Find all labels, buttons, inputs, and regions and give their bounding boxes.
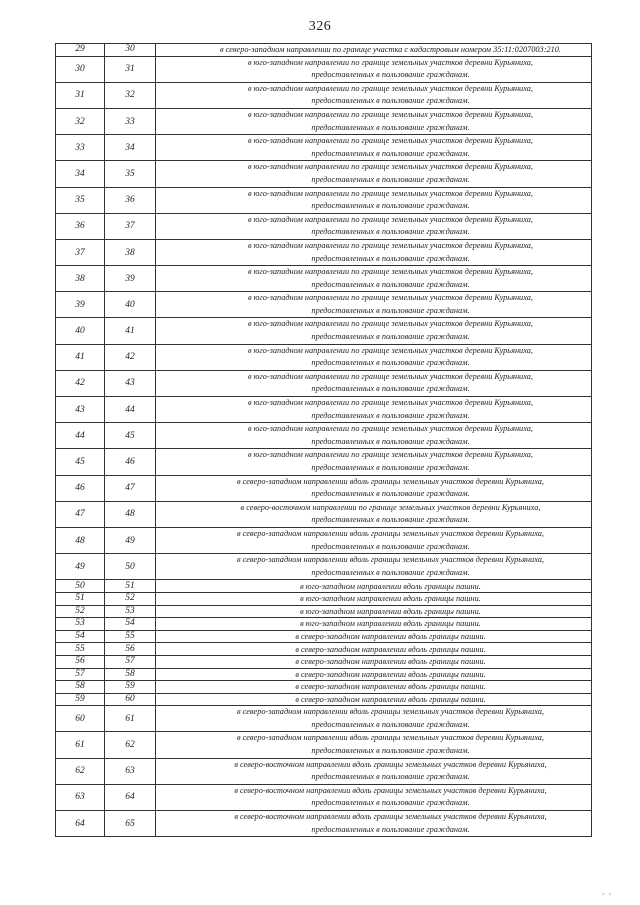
table-row bbox=[56, 56, 592, 82]
point-to-cell: 33 bbox=[105, 108, 156, 134]
point-from-cell: 64 bbox=[56, 811, 105, 837]
point-to-cell: 31 bbox=[105, 56, 156, 82]
direction-description-cell bbox=[156, 56, 592, 82]
point-to-cell: 59 bbox=[105, 681, 156, 694]
point-to-cell: 55 bbox=[105, 630, 156, 643]
point-from-cell: 44 bbox=[56, 423, 105, 449]
table-row bbox=[56, 668, 592, 681]
table-row bbox=[56, 292, 592, 318]
direction-description-cell bbox=[156, 706, 592, 732]
table-row bbox=[56, 82, 592, 108]
description-line: предоставленных в пользование гражданам. bbox=[311, 384, 470, 394]
table-row bbox=[56, 266, 592, 292]
table-row bbox=[56, 449, 592, 475]
description-line: предоставленных в пользование гражданам. bbox=[311, 798, 470, 808]
description-line: в юго-западном направлении по границе земельных участков деревни Курьяниха, bbox=[248, 267, 533, 277]
point-from-cell: 57 bbox=[56, 668, 105, 681]
table-row bbox=[56, 655, 592, 668]
scan-corner-mark: ▪ ▪ bbox=[602, 890, 612, 898]
table-row bbox=[56, 706, 592, 732]
description-line: в северо-западном направлении вдоль границы пашни. bbox=[295, 682, 486, 692]
point-from-cell: 46 bbox=[56, 475, 105, 501]
description-line: в северо-западном направлении вдоль границы земельных участков деревни Курьяниха, bbox=[236, 476, 544, 486]
point-to-cell: 36 bbox=[105, 187, 156, 213]
description-line: в юго-западном направлении вдоль границы пашни. bbox=[300, 581, 481, 591]
point-to-cell: 43 bbox=[105, 370, 156, 396]
point-from-cell: 54 bbox=[56, 630, 105, 643]
direction-description-cell bbox=[156, 643, 592, 656]
description-line: в юго-западном направлении вдоль границы пашни. bbox=[300, 619, 481, 629]
direction-description-cell bbox=[156, 618, 592, 631]
point-to-cell: 60 bbox=[105, 693, 156, 706]
table-row bbox=[56, 318, 592, 344]
description-line: в юго-западном направлении по границе земельных участков деревни Курьяниха, bbox=[248, 371, 533, 381]
point-from-cell: 50 bbox=[56, 580, 105, 593]
description-line: предоставленных в пользование гражданам. bbox=[311, 96, 470, 106]
description-line: в северо-западном направлении вдоль границы земельных участков деревни Курьяниха, bbox=[236, 555, 544, 565]
description-line: в юго-западном направлении по границе земельных участков деревни Курьяниха, bbox=[248, 240, 533, 250]
point-from-cell: 63 bbox=[56, 784, 105, 810]
point-from-cell: 30 bbox=[56, 56, 105, 82]
table-row bbox=[56, 370, 592, 396]
description-line: предоставленных в пользование гражданам. bbox=[311, 515, 470, 525]
point-from-cell: 29 bbox=[56, 44, 105, 57]
point-from-cell: 42 bbox=[56, 370, 105, 396]
direction-description-cell bbox=[156, 693, 592, 706]
direction-description-cell bbox=[156, 292, 592, 318]
description-line: в юго-западном направлении по границе земельных участков деревни Курьяниха, bbox=[248, 345, 533, 355]
direction-description-cell bbox=[156, 44, 592, 57]
point-from-cell: 61 bbox=[56, 732, 105, 758]
description-line: в юго-западном направлении вдоль границы пашни. bbox=[300, 606, 481, 616]
table-body bbox=[56, 44, 592, 837]
description-line: предоставленных в пользование гражданам. bbox=[311, 253, 470, 263]
direction-description-cell bbox=[156, 811, 592, 837]
description-line: в юго-западном направлении по границе земельных участков деревни Курьяниха, bbox=[248, 398, 533, 408]
table-row bbox=[56, 475, 592, 501]
direction-description-cell bbox=[156, 370, 592, 396]
table-row bbox=[56, 135, 592, 161]
point-to-cell: 61 bbox=[105, 706, 156, 732]
description-line: в северо-западном направлении вдоль границы пашни. bbox=[295, 632, 486, 642]
description-line: в юго-западном направлении по границе земельных участков деревни Курьяниха, bbox=[248, 319, 533, 329]
table-row bbox=[56, 580, 592, 593]
description-line: в юго-западном направлении по границе земельных участков деревни Курьяниха, bbox=[248, 214, 533, 224]
point-to-cell: 35 bbox=[105, 161, 156, 187]
point-from-cell: 33 bbox=[56, 135, 105, 161]
point-to-cell: 51 bbox=[105, 580, 156, 593]
description-line: в юго-западном направлении по границе земельных участков деревни Курьяниха, bbox=[248, 83, 533, 93]
description-line: предоставленных в пользование гражданам. bbox=[311, 332, 470, 342]
direction-description-cell bbox=[156, 449, 592, 475]
direction-description-cell bbox=[156, 554, 592, 580]
description-line: в северо-западном направлении вдоль границы пашни. bbox=[295, 669, 486, 679]
table-row bbox=[56, 732, 592, 758]
description-line: в юго-западном направлении по границе земельных участков деревни Курьяниха, bbox=[248, 57, 533, 67]
direction-description-cell bbox=[156, 213, 592, 239]
description-line: предоставленных в пользование гражданам. bbox=[311, 122, 470, 132]
table-row bbox=[56, 397, 592, 423]
point-to-cell: 65 bbox=[105, 811, 156, 837]
point-to-cell: 53 bbox=[105, 605, 156, 618]
point-from-cell: 37 bbox=[56, 239, 105, 265]
description-line: в юго-западном направлении по границе земельных участков деревни Курьяниха, bbox=[248, 136, 533, 146]
point-to-cell: 63 bbox=[105, 758, 156, 784]
point-from-cell: 35 bbox=[56, 187, 105, 213]
direction-description-cell bbox=[156, 239, 592, 265]
direction-description-cell bbox=[156, 161, 592, 187]
description-line: в северо-западном направлении вдоль границы земельных участков деревни Курьяниха, bbox=[236, 528, 544, 538]
direction-description-cell bbox=[156, 135, 592, 161]
point-to-cell: 42 bbox=[105, 344, 156, 370]
direction-description-cell bbox=[156, 580, 592, 593]
table-row bbox=[56, 758, 592, 784]
description-line: предоставленных в пользование гражданам. bbox=[311, 410, 470, 420]
table-row bbox=[56, 187, 592, 213]
description-line: предоставленных в пользование гражданам. bbox=[311, 824, 470, 834]
table-row bbox=[56, 811, 592, 837]
point-from-cell: 43 bbox=[56, 397, 105, 423]
point-from-cell: 49 bbox=[56, 554, 105, 580]
boundary-description-table bbox=[55, 43, 592, 837]
point-to-cell: 56 bbox=[105, 643, 156, 656]
point-to-cell: 47 bbox=[105, 475, 156, 501]
description-line: предоставленных в пользование гражданам. bbox=[311, 463, 470, 472]
table-row bbox=[56, 213, 592, 239]
point-to-cell: 50 bbox=[105, 554, 156, 580]
description-line: предоставленных в пользование гражданам. bbox=[311, 541, 470, 551]
description-line: в северо-западном направлении по границе участка с кадастровым номером 35:11:0207003:210. bbox=[219, 45, 561, 55]
table-row bbox=[56, 239, 592, 265]
direction-description-cell bbox=[156, 732, 592, 758]
direction-description-cell bbox=[156, 592, 592, 605]
description-line: предоставленных в пользование гражданам. bbox=[311, 358, 470, 368]
point-to-cell: 44 bbox=[105, 397, 156, 423]
description-line: в северо-западном направлении вдоль границы земельных участков деревни Курьяниха, bbox=[236, 707, 544, 717]
description-line: в северо-восточном направлении вдоль границы земельных участков деревни Курьяниха, bbox=[234, 759, 547, 769]
point-to-cell: 41 bbox=[105, 318, 156, 344]
point-from-cell: 38 bbox=[56, 266, 105, 292]
description-line: в северо-западном направлении вдоль границы пашни. bbox=[295, 694, 486, 704]
direction-description-cell bbox=[156, 397, 592, 423]
description-line: в северо-восточном направлении по границе земельных участков деревни Курьяниха, bbox=[240, 502, 541, 512]
description-line: в северо-восточном направлении вдоль границы земельных участков деревни Курьяниха, bbox=[234, 785, 547, 795]
table-row bbox=[56, 605, 592, 618]
point-to-cell: 37 bbox=[105, 213, 156, 239]
point-from-cell: 62 bbox=[56, 758, 105, 784]
point-to-cell: 62 bbox=[105, 732, 156, 758]
direction-description-cell bbox=[156, 344, 592, 370]
table-row bbox=[56, 618, 592, 631]
description-line: в северо-западном направлении вдоль границы земельных участков деревни Курьяниха, bbox=[236, 733, 544, 743]
description-line: предоставленных в пользование гражданам. bbox=[311, 305, 470, 315]
direction-description-cell bbox=[156, 527, 592, 553]
description-line: в юго-западном направлении по границе земельных участков деревни Курьяниха, bbox=[248, 293, 533, 303]
point-to-cell: 48 bbox=[105, 501, 156, 527]
description-line: в юго-западном направлении по границе земельных участков деревни Курьяниха, bbox=[248, 109, 533, 119]
point-from-cell: 59 bbox=[56, 693, 105, 706]
point-from-cell: 41 bbox=[56, 344, 105, 370]
description-line: предоставленных в пользование гражданам. bbox=[311, 174, 470, 184]
point-from-cell: 48 bbox=[56, 527, 105, 553]
point-from-cell: 56 bbox=[56, 655, 105, 668]
direction-description-cell bbox=[156, 758, 592, 784]
point-from-cell: 32 bbox=[56, 108, 105, 134]
point-to-cell: 57 bbox=[105, 655, 156, 668]
table-row bbox=[56, 592, 592, 605]
point-from-cell: 53 bbox=[56, 618, 105, 631]
description-line: в юго-западном направлении по границе земельных участков деревни Курьяниха, bbox=[248, 162, 533, 172]
point-from-cell: 36 bbox=[56, 213, 105, 239]
point-to-cell: 30 bbox=[105, 44, 156, 57]
direction-description-cell bbox=[156, 655, 592, 668]
point-to-cell: 40 bbox=[105, 292, 156, 318]
direction-description-cell bbox=[156, 630, 592, 643]
point-from-cell: 47 bbox=[56, 501, 105, 527]
page-number: 326 bbox=[308, 19, 332, 34]
point-to-cell: 58 bbox=[105, 668, 156, 681]
point-to-cell: 34 bbox=[105, 135, 156, 161]
point-to-cell: 39 bbox=[105, 266, 156, 292]
description-line: предоставленных в пользование гражданам. bbox=[311, 279, 470, 289]
direction-description-cell bbox=[156, 108, 592, 134]
point-from-cell: 51 bbox=[56, 592, 105, 605]
description-line: в северо-восточном направлении вдоль границы земельных участков деревни Курьяниха, bbox=[234, 812, 547, 822]
table-row bbox=[56, 161, 592, 187]
point-from-cell: 55 bbox=[56, 643, 105, 656]
point-to-cell: 32 bbox=[105, 82, 156, 108]
point-to-cell: 38 bbox=[105, 239, 156, 265]
point-from-cell: 31 bbox=[56, 82, 105, 108]
point-from-cell: 60 bbox=[56, 706, 105, 732]
direction-description-cell bbox=[156, 318, 592, 344]
table-row bbox=[56, 501, 592, 527]
point-from-cell: 45 bbox=[56, 449, 105, 475]
description-line: в северо-западном направлении вдоль границы пашни. bbox=[295, 644, 486, 654]
table-row bbox=[56, 681, 592, 694]
direction-description-cell bbox=[156, 82, 592, 108]
description-line: в юго-западном направлении по границе земельных участков деревни Курьяниха, bbox=[248, 450, 533, 460]
direction-description-cell bbox=[156, 475, 592, 501]
description-line: предоставленных в пользование гражданам. bbox=[311, 201, 470, 211]
direction-description-cell bbox=[156, 187, 592, 213]
direction-description-cell bbox=[156, 681, 592, 694]
description-line: предоставленных в пользование гражданам. bbox=[311, 436, 470, 446]
point-from-cell: 40 bbox=[56, 318, 105, 344]
direction-description-cell bbox=[156, 266, 592, 292]
table-row bbox=[56, 44, 592, 57]
table-row bbox=[56, 693, 592, 706]
point-from-cell: 58 bbox=[56, 681, 105, 694]
description-line: предоставленных в пользование гражданам. bbox=[311, 227, 470, 237]
direction-description-cell bbox=[156, 605, 592, 618]
description-line: предоставленных в пользование гражданам. bbox=[311, 489, 470, 499]
point-from-cell: 39 bbox=[56, 292, 105, 318]
description-line: предоставленных в пользование гражданам. bbox=[311, 70, 470, 80]
description-line: в юго-западном направлении вдоль границы пашни. bbox=[300, 594, 481, 604]
point-from-cell: 52 bbox=[56, 605, 105, 618]
table-row bbox=[56, 554, 592, 580]
table-row bbox=[56, 344, 592, 370]
direction-description-cell bbox=[156, 423, 592, 449]
point-to-cell: 54 bbox=[105, 618, 156, 631]
point-to-cell: 46 bbox=[105, 449, 156, 475]
description-line: предоставленных в пользование гражданам. bbox=[311, 772, 470, 782]
table-row bbox=[56, 527, 592, 553]
table-row bbox=[56, 108, 592, 134]
description-line: предоставленных в пользование гражданам. bbox=[311, 746, 470, 756]
point-to-cell: 64 bbox=[105, 784, 156, 810]
description-line: в северо-западном направлении вдоль границы пашни. bbox=[295, 657, 486, 667]
direction-description-cell bbox=[156, 668, 592, 681]
table-row bbox=[56, 630, 592, 643]
description-line: предоставленных в пользование гражданам. bbox=[311, 148, 470, 158]
point-from-cell: 34 bbox=[56, 161, 105, 187]
description-line: в юго-западном направлении по границе земельных участков деревни Курьяниха, bbox=[248, 424, 533, 434]
description-line: предоставленных в пользование гражданам. bbox=[311, 567, 470, 577]
description-line: в юго-западном направлении по границе земельных участков деревни Курьяниха, bbox=[248, 188, 533, 198]
description-line: предоставленных в пользование гражданам. bbox=[311, 719, 470, 729]
table-row bbox=[56, 643, 592, 656]
direction-description-cell bbox=[156, 784, 592, 810]
table-row bbox=[56, 784, 592, 810]
point-to-cell: 49 bbox=[105, 527, 156, 553]
table-row bbox=[56, 423, 592, 449]
point-to-cell: 52 bbox=[105, 592, 156, 605]
direction-description-cell bbox=[156, 501, 592, 527]
point-to-cell: 45 bbox=[105, 423, 156, 449]
